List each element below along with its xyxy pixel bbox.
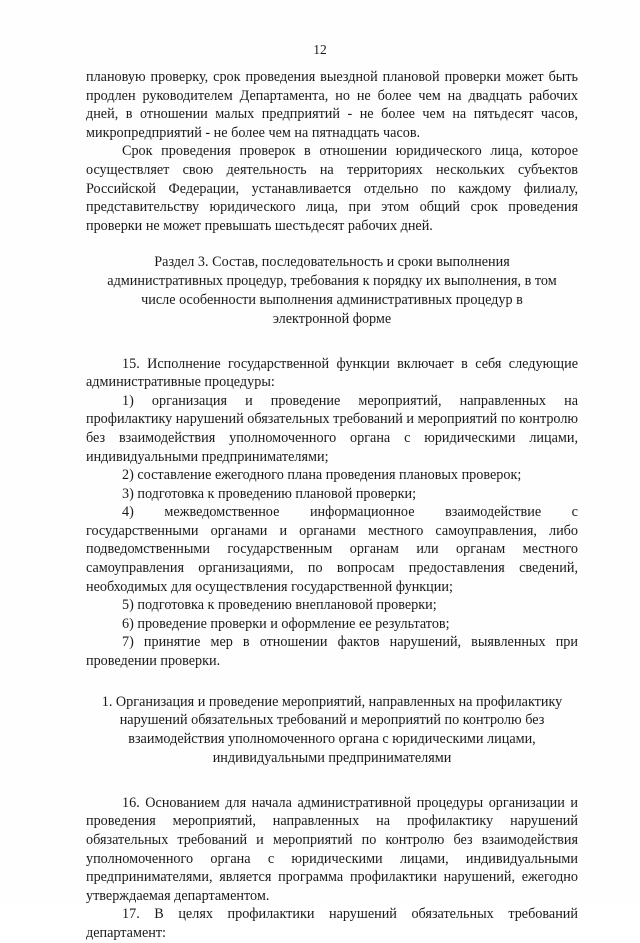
item-16-paragraph: 16. Основанием для начала административной процедуры организации и проведения мероприятий, направленных на профилактику нарушений обязательных требований и мероприятий по контролю без взаимодействия уполномоченного органа с юридическими лицами, индивидуальными предпринимателями, является программа профилактики нарушений, ежегодно утверждаемая департаментом. [86,794,578,904]
section-heading-line: числе особенности выполнения административных процедур в [141,291,523,308]
procedure-item: 6) проведение проверки и оформление ее результатов; [122,615,450,632]
intro-paragraph-continuation: плановую проверку, срок проведения выездной плановой проверки может быть продлен руководителем Департамента, но не более чем на двадцать рабочих дней, в отношении малых предприятий - не более чем на пятьдесят часов, микропредприятий - не более чем на пятнадцать часов. [86,69,578,141]
section-3-heading [86,253,578,328]
procedure-item: 5) подготовка к проведению внеплановой проверки; [122,597,437,614]
subsection-heading-line: 1. Организация и проведение мероприятий, направленных на профилактику [101,693,563,710]
section-heading-line: Раздел 3. Состав, последовательность и сроки выполнения [154,254,510,271]
procedure-item: 1) организация и проведение мероприятий, направленных на профилактику нарушений обязательных требований и мероприятий по контролю без взаимодействия уполномоченного органа с юридическими лицами, индивидуальными предпринимателями; [86,392,578,465]
item-15-intro: 15. Исполнение государственной функции включает в себя следующие административные процедуры: [86,355,578,391]
subsection-heading-line: взаимодействия уполномоченного органа с юридическими лицами, [128,731,536,748]
section-heading-line: административных процедур, требования к порядку их выполнения, в том [107,273,557,290]
procedure-item: 3) подготовка к проведению плановой проверки; [122,485,417,502]
subsection-heading-line: нарушений обязательных требований и мероприятий по контролю без [119,712,545,729]
procedure-item: 7) принятие мер в отношении фактов нарушений, выявленных при проведении проверки. [86,634,578,670]
item-17-paragraph: 17. В целях профилактики нарушений обязательных требований департамент: [86,906,578,941]
subsection-heading-line: индивидуальными предпринимателями [212,750,452,767]
procedure-item: 4) межведомственное информационное взаимодействие с государственными органами и органами местного самоуправления, либо подведомственными государственным органам или органам местного самоуправления организациями, по вопросам предоставления сведений, необходимых для осуществления государственной функции; [86,504,578,595]
intro-paragraph-branches: Срок проведения проверок в отношении юридического лица, которое осуществляет свою деятельность на территориях нескольких субъектов Российской Федерации, устанавливается отдельно по каждому филиалу, представительству юридического лица, при этом общий срок проведения проверки не может превышать шестьдесят рабочих дней. [86,143,578,234]
section-heading-line: электронной форме [272,310,392,327]
procedure-item: 2) составление ежегодного плана проведения плановых проверок; [122,467,522,484]
document-body [86,68,578,943]
subsection-1-heading [80,693,584,768]
page-number: 12 [313,42,327,57]
